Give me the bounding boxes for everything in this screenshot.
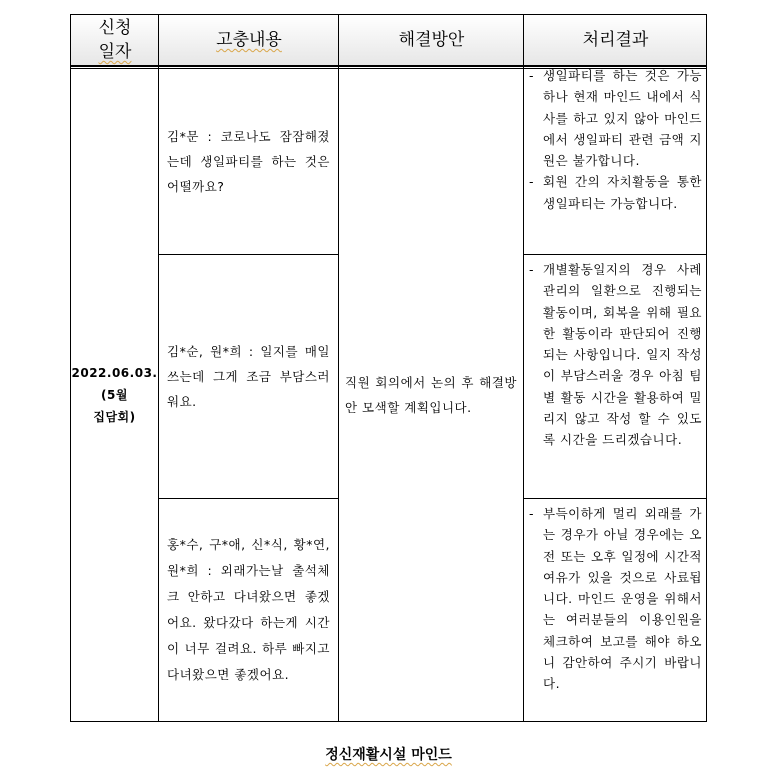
result-text: 회원 간의 자치활동을 통한 생일파티는 가능합니다. <box>543 174 702 211</box>
header-solution-label: 해결방안 <box>398 30 465 50</box>
result-bullet <box>529 259 702 451</box>
complaint-text: 홍*수, 구*애, 신*식, 황*연, 원*희 : 외래가는날 출석체크 안하고 다녀왔으면 좋겠어요. 왔다갔다 하는게 시간이 너무 걸려요. 하루 빠지고 다녀왔으면 좋겠어요. <box>167 537 330 682</box>
result-text: 부득이하게 멀리 외래를 가는 경우가 아닐 경우에는 오전 또는 오후 일정에 시간적 여유가 있을 것으로 사료됩니다. 마인드 운영을 위해서는 여러분들의 이용인원을 체크하여 보고를 해야 하오니 감안하여 주시기 바랍니다. <box>543 506 702 692</box>
complaint-cell-2 <box>159 255 338 498</box>
result-text: 개별활동일지의 경우 사례관리의 일환으로 진행되는 활동이며, 회복을 위해 필요한 활동이라 판단되어 진행되는 사항입니다. 일지 작성이 부담스러울 경우 아침 팀별 활동 시간을 활용하여 밀리지 않고 작성 할 수 있도록 시간을 드리겠습니다. <box>543 262 702 448</box>
bullet-dash: - <box>529 262 535 277</box>
date-cell <box>71 69 158 721</box>
complaint-cell-1 <box>159 69 338 254</box>
bullet-dash: - <box>529 68 535 83</box>
row-divider <box>523 254 707 255</box>
result-cell-2 <box>524 259 707 498</box>
date-value: 2022.06.03. <box>71 366 158 380</box>
result-bullet <box>529 503 702 695</box>
header-date-line2: 일자 <box>98 42 132 62</box>
complaint-text: 김*순, 원*희 : 일지를 매일쓰는데 그게 조금 부담스러워요. <box>167 344 330 409</box>
organization-name: 정신재활시설 마인드 <box>325 747 452 763</box>
solution-cell <box>339 69 523 721</box>
header-date-line1: 신청 <box>98 18 132 38</box>
result-bullet <box>529 65 702 171</box>
header-complaint-label: 고충내용 <box>216 30 282 50</box>
complaint-text: 김*문 : 코로나도 잠잠해졌는데 생일파티를 하는 것은 어떨까요? <box>167 129 330 194</box>
header-solution <box>339 15 524 65</box>
organization-footer <box>0 744 777 764</box>
header-date <box>71 15 159 65</box>
header-result <box>524 15 707 65</box>
complaint-cell-3 <box>159 499 338 721</box>
solution-text: 직원 회의에서 논의 후 해결방안 모색할 계획입니다. <box>345 375 517 415</box>
result-text: 생일파티를 하는 것은 가능하나 현재 마인드 내에서 식사를 하고 있지 않아 마인드에서 생일파티 관련 금액 지원은 불가합니다. <box>543 68 702 169</box>
bullet-dash: - <box>529 174 535 190</box>
date-meeting-line2: 집담회) <box>93 410 136 424</box>
result-bullet <box>529 171 702 214</box>
row-divider <box>523 498 707 499</box>
complaint-table <box>70 14 707 722</box>
header-result-label: 처리결과 <box>582 30 649 50</box>
header-complaint <box>159 15 339 65</box>
result-cell-3 <box>524 503 707 721</box>
date-meeting-line1: (5월 <box>101 388 128 402</box>
result-cell-1 <box>524 65 707 254</box>
bullet-dash: - <box>529 506 535 521</box>
